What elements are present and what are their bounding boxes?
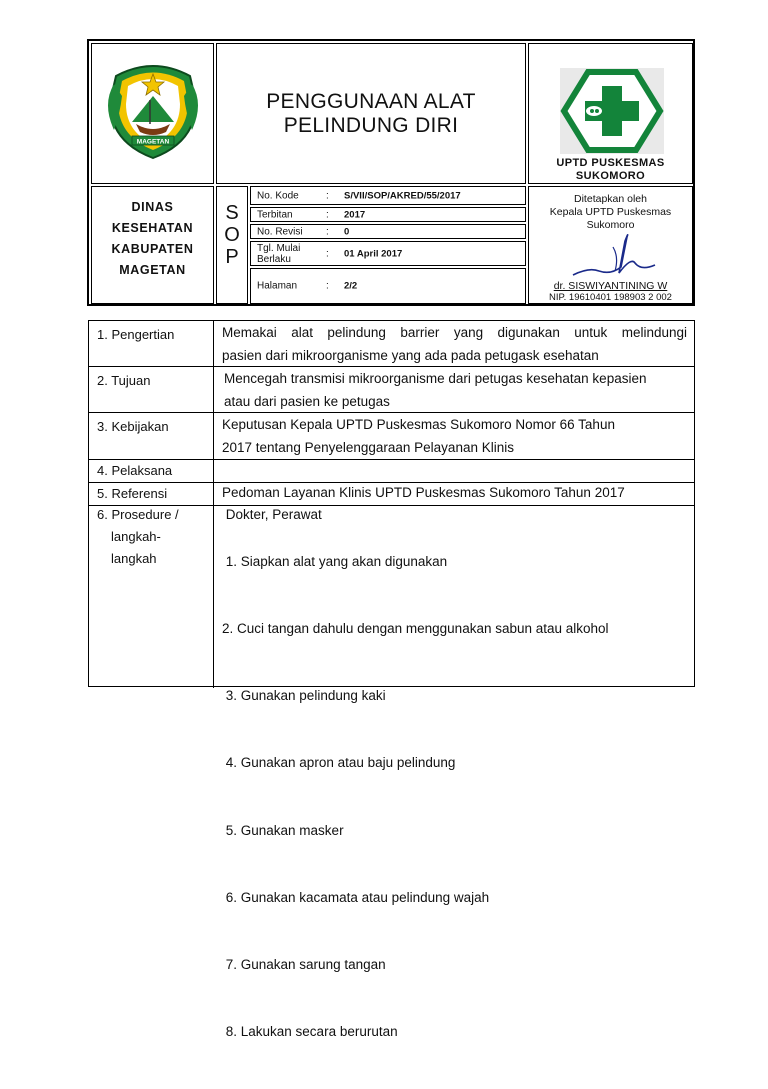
magetan-regency-logo — [92, 44, 215, 185]
handwritten-signature — [569, 227, 659, 283]
meta-label: Terbitan — [257, 209, 293, 220]
table-row-pengertian — [89, 321, 694, 367]
meta-row-tgl-mulai — [250, 241, 526, 266]
row-label: 2. Tujuan — [97, 373, 151, 388]
meta-colon: : — [326, 248, 329, 259]
row-text: Mencegah transmisi mikroorganisme dari petugas kesehatan kepasien atau dari pasien ke petugas — [224, 371, 647, 409]
list-item: 1. Siapkan alat yang akan digunakan — [222, 553, 448, 569]
sop-content-table — [88, 320, 695, 1040]
approval-line: Sukomoro — [586, 219, 635, 231]
meta-colon: : — [326, 280, 329, 292]
meta-row-no-revisi — [250, 224, 526, 239]
list-item: 5. Gunakan masker — [222, 822, 344, 838]
list-item: 8. Lakukan secara berurutan — [222, 1024, 398, 1040]
list-item: 7. Gunakan sarung tangan — [222, 957, 386, 973]
row-text: Memakai alat pelindung barrier yang digunakan untuk melindungi pasien dari mikroorganisme yang ada pada petugask esehatan — [222, 325, 687, 363]
dinas-line: DINAS — [131, 200, 174, 214]
meta-label: No. Kode — [257, 190, 299, 201]
dinas-line: KESEHATAN — [111, 221, 194, 235]
logo-banner-text: MAGETAN — [136, 138, 170, 146]
list-item: 4. Gunakan apron atau baju pelindung — [222, 755, 456, 771]
meta-row-terbitan — [250, 207, 526, 222]
table-row-prosedure — [89, 506, 694, 1040]
approval-line: Ditetapkan oleh — [574, 193, 647, 205]
meta-colon: : — [326, 209, 329, 220]
row-text: Pedoman Layanan Klinis UPTD Puskesmas Sukomoro Tahun 2017 — [222, 485, 625, 500]
meta-value: S/VII/SOP/AKRED/55/2017 — [344, 190, 461, 201]
approval-line: Kepala UPTD Puskesmas — [549, 206, 672, 218]
meta-colon: : — [326, 190, 329, 201]
row-label: 1. Pengertian — [97, 327, 175, 342]
row-label: 6. Prosedure / langkah- langkah — [97, 507, 179, 566]
meta-value: 01 April 2017 — [344, 248, 403, 259]
table-row-referensi — [89, 483, 694, 506]
dinas-line: MAGETAN — [119, 263, 186, 277]
title-line: PELINDUNG DIRI — [283, 114, 459, 137]
list-item: 6. Gunakan kacamata atau pelindung wajah — [222, 889, 490, 905]
puskesmas-cell — [528, 43, 693, 184]
puskesmas-name — [529, 157, 692, 183]
logo-cell — [91, 43, 214, 184]
list-item: 3. Gunakan pelindung kaki — [222, 688, 386, 704]
signer-nip: NIP. 19610401 198903 2 002 — [549, 292, 672, 303]
dinas-cell — [91, 186, 214, 304]
row-text: Dokter, Perawat — [222, 507, 322, 522]
title-line: PENGGUNAAN ALAT — [266, 90, 476, 113]
sop-letter: O — [224, 224, 240, 246]
sop-label — [217, 202, 247, 268]
dinas-line: KABUPATEN — [111, 242, 194, 256]
table-row-tujuan — [89, 367, 694, 413]
meta-label: No. Revisi — [257, 226, 303, 237]
meta-label: Tgl. Mulai Berlaku — [257, 242, 301, 265]
meta-value: 0 — [344, 226, 350, 237]
meta-row-no-kode — [250, 186, 526, 205]
document-title — [217, 90, 525, 138]
signer-name: dr. SISWIYANTINING W — [553, 280, 668, 292]
row-text: Keputusan Kepala UPTD Puskesmas Sukomoro Nomor 66 Tahun 2017 tentang Penyelenggaraan Pelayanan Klinis — [222, 417, 615, 455]
row-label: 4. Pelaksana — [97, 463, 173, 478]
puskesmas-logo — [560, 68, 664, 154]
meta-value: 2017 — [344, 209, 366, 220]
procedure-steps — [222, 506, 687, 1089]
meta-value: 2/2 — [344, 280, 358, 292]
meta-row-halaman — [250, 268, 526, 304]
sop-cell — [216, 186, 248, 304]
meta-colon: : — [326, 226, 329, 237]
sop-letter: P — [225, 246, 239, 268]
puskesmas-name-line: UPTD PUSKESMAS — [556, 157, 665, 169]
approval-cell — [528, 186, 693, 304]
title-cell — [216, 43, 526, 184]
table-row-kebijakan — [89, 413, 694, 460]
meta-label: Halaman — [257, 280, 298, 292]
puskesmas-name-line: SUKOMORO — [575, 170, 646, 182]
row-label: 5. Referensi — [97, 486, 168, 501]
row-label: 3. Kebijakan — [97, 419, 169, 434]
sop-header — [87, 39, 695, 306]
sop-letter: S — [225, 202, 239, 224]
list-item: 2. Cuci tangan dahulu dengan menggunakan sabun atau alkohol — [222, 621, 609, 637]
dinas-name — [92, 197, 213, 281]
